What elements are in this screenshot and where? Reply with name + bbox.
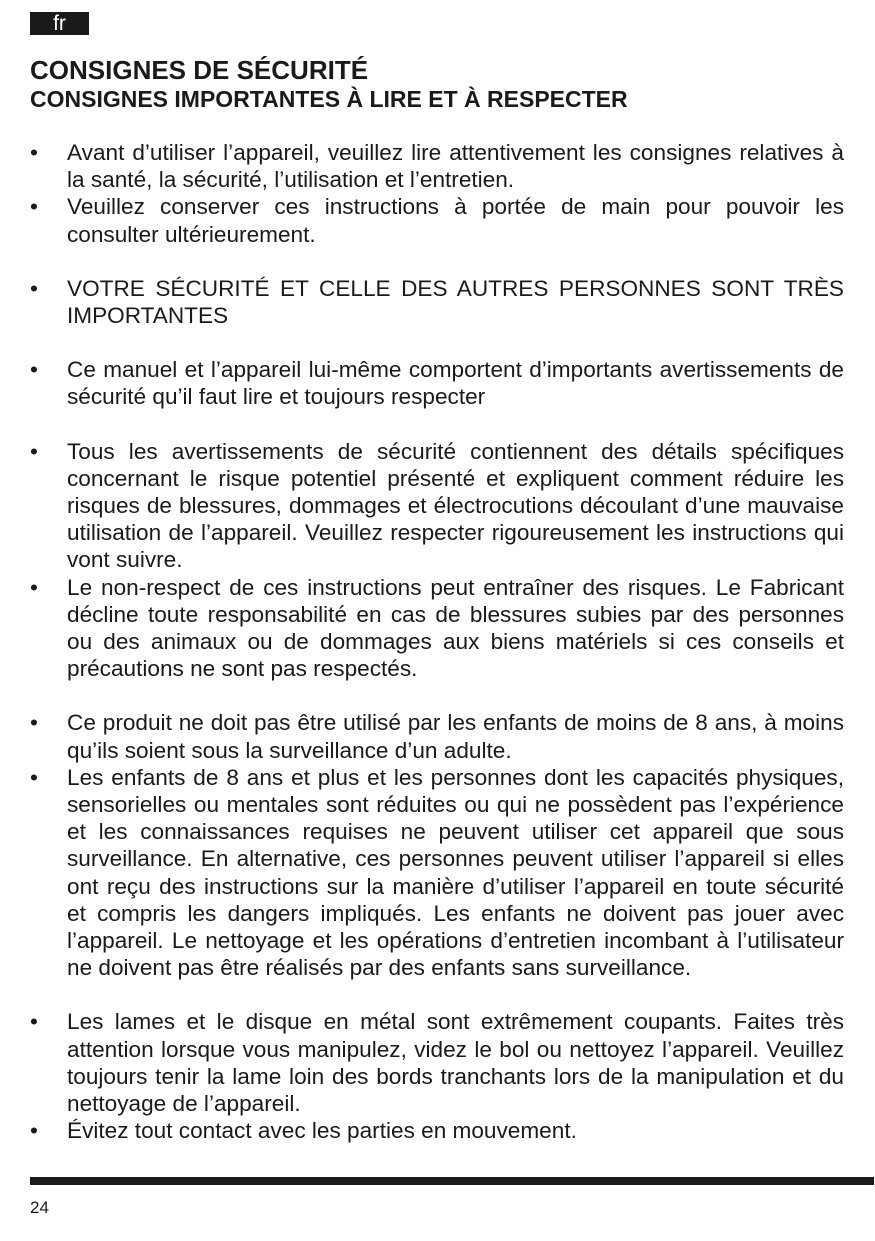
list-item-text: Ce manuel et l’appareil lui-même comportent d’importants avertissements de sécurité qu’il faut lire et toujours respecter	[67, 357, 844, 410]
list-item-text: Les enfants de 8 ans et plus et les personnes dont les capacités physiques, sensorielles ou mentales sont réduites ou qui ne possèdent pas l’expérience et les connaissances requises ne peuvent utiliser cet appareil que sous surveillance. En alternative, ces personnes peuvent utiliser l’appareil si elles ont reçu des instructions sur la manière d’utiliser l’appareil en toute sécurité et compris les dangers impliqués. Les enfants ne doivent pas jouer avec l’appareil. Le nettoyage et les opérations d’entretien incombant à l’utilisateur ne doivent pas être réalisés par des enfants sans surveillance.	[67, 764, 844, 981]
list-item-text: Le non-respect de ces instructions peut entraîner des risques. Le Fabricant décline toute responsabilité en cas de blessures subies par des personnes ou des animaux ou de dommages aux biens matériels si ces conseils et précautions ne sont pas respectés.	[67, 574, 844, 682]
bullet-icon: •	[30, 275, 38, 301]
list-item-text: VOTRE SÉCURITÉ ET CELLE DES AUTRES PERSONNES SONT TRÈS IMPORTANTES	[67, 275, 844, 329]
list-item	[30, 193, 844, 247]
list-item	[30, 574, 844, 683]
page-subtitle: CONSIGNES IMPORTANTES À LIRE ET À RESPECTER	[30, 86, 628, 112]
bullet-icon: •	[30, 140, 38, 165]
list-item-text: Les lames et le disque en métal sont extrêmement coupants. Faites très attention lorsque vous manipulez, videz le bol ou nettoyez l’appareil. Veuillez toujours tenir la lame loin des bords tranchants lors de la manipulation et du nettoyage de l’appareil.	[67, 1009, 844, 1117]
list-item	[30, 1008, 844, 1117]
language-tab: fr	[30, 12, 89, 35]
list-item	[30, 139, 844, 193]
list-item	[30, 356, 844, 410]
bullet-icon: •	[30, 764, 38, 790]
instruction-group	[30, 1008, 844, 1144]
bullet-icon: •	[30, 438, 38, 464]
list-item	[30, 438, 844, 574]
bullet-icon: •	[30, 194, 38, 220]
bullet-icon: •	[30, 1009, 38, 1035]
page-title: CONSIGNES DE SÉCURITÉ	[30, 55, 369, 85]
instruction-group	[30, 275, 844, 329]
instruction-group	[30, 438, 844, 683]
list-item	[30, 275, 844, 329]
bullet-icon: •	[30, 1118, 38, 1144]
list-item-text: Veuillez conserver ces instructions à portée de main pour pouvoir les consulter ultérieurement.	[67, 194, 844, 247]
bullet-icon: •	[30, 710, 38, 736]
safety-instructions	[30, 139, 844, 1172]
bullet-icon: •	[30, 574, 38, 600]
list-item-text: Avant d’utiliser l’appareil, veuillez lire attentivement les consignes relatives à la santé, la sécurité, l’utilisation et l’entretien.	[67, 140, 844, 193]
instruction-group	[30, 139, 844, 248]
list-item	[30, 709, 844, 763]
list-item-text: Ce produit ne doit pas être utilisé par les enfants de moins de 8 ans, à moins qu’ils soient sous la surveillance d’un adulte.	[67, 710, 844, 763]
instruction-group	[30, 356, 844, 410]
instruction-group	[30, 709, 844, 981]
footer-divider	[30, 1177, 874, 1185]
list-item-text: Tous les avertissements de sécurité contiennent des détails spécifiques concernant le risque potentiel présenté et expliquent comment réduire les risques de blessures, dommages et électrocutions découlant d’une mauvaise utilisation de l’appareil. Veuillez respecter rigoureusement les instructions qui vont suivre.	[67, 438, 844, 573]
bullet-icon: •	[30, 357, 38, 383]
list-item	[30, 1117, 844, 1144]
list-item-text: Évitez tout contact avec les parties en mouvement.	[67, 1118, 577, 1144]
page-number: 24	[30, 1198, 49, 1217]
list-item	[30, 764, 844, 982]
